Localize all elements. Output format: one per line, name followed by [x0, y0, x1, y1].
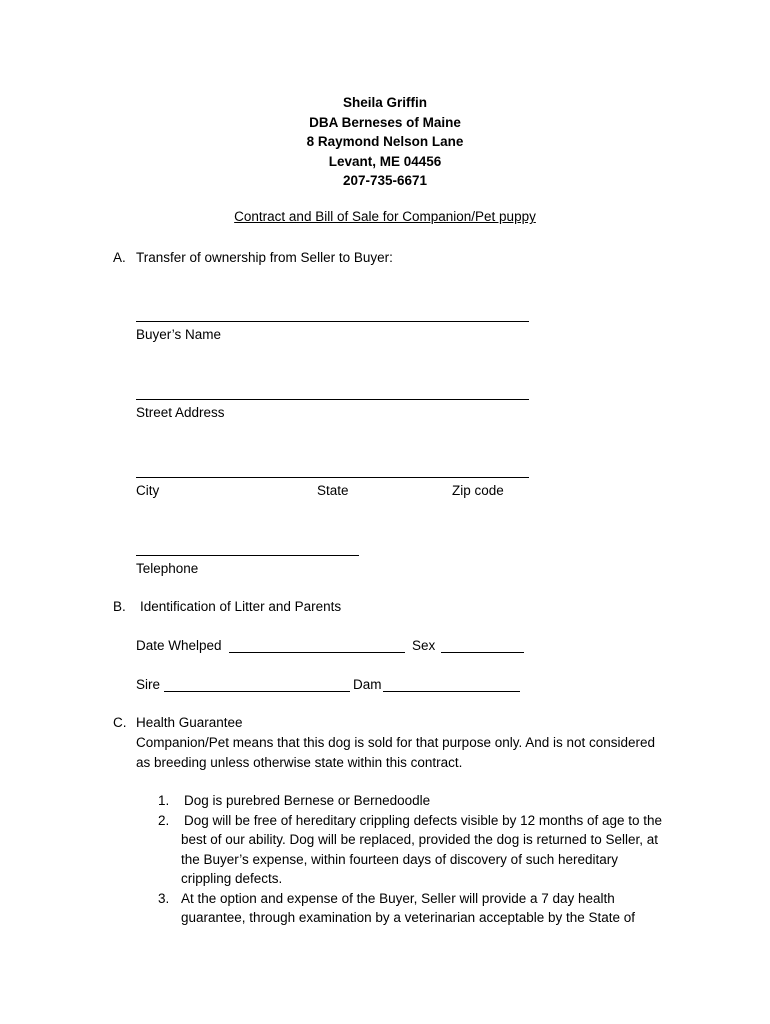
section-b-letter: B. — [113, 599, 126, 614]
list-item-line: crippling defects. — [181, 871, 283, 886]
seller-street: 8 Raymond Nelson Lane — [306, 134, 464, 149]
list-item — [158, 791, 688, 811]
seller-dba: DBA Berneses of Maine — [309, 114, 461, 130]
contract-title: Contract and Bill of Sale for Companion/Pet puppy — [234, 209, 536, 224]
list-item-number: 3. — [158, 890, 170, 906]
city-label: City — [136, 483, 160, 498]
dam-label: Dam — [353, 677, 382, 692]
telephone-line[interactable] — [136, 555, 359, 556]
seller-phone: 207-735-6671 — [342, 173, 428, 188]
health-guarantee-list — [158, 791, 688, 928]
seller-header — [0, 93, 770, 191]
date-whelped-label: Date Whelped — [136, 638, 222, 653]
sire-label: Sire — [136, 677, 161, 692]
list-item-line: At the option and expense of the Buyer, Seller will provide a 7 day health — [181, 890, 615, 906]
zip-code-label: Zip code — [452, 483, 504, 498]
date-whelped-line[interactable] — [229, 652, 405, 653]
buyer-name-label: Buyer’s Name — [136, 327, 222, 342]
buyer-name-line[interactable] — [136, 321, 529, 322]
health-guarantee-intro — [136, 733, 696, 772]
list-item-line: the Buyer’s expense, within fourteen days of discovery of such hereditary — [181, 851, 618, 867]
list-item-number: 1. — [158, 793, 170, 808]
list-item-line: best of our ability. Dog will be replaced, provided the dog is returned to Seller, at — [181, 832, 659, 847]
city-state-zip-line[interactable] — [136, 477, 529, 478]
sire-line[interactable] — [164, 691, 350, 692]
intro-line: Companion/Pet means that this dog is sold for that purpose only. And is not considered — [136, 735, 656, 750]
telephone-label: Telephone — [136, 561, 199, 576]
street-address-line[interactable] — [136, 399, 529, 400]
list-item — [158, 811, 688, 889]
list-item-line: guarantee, through examination by a veterinarian acceptable by the State of — [181, 910, 636, 925]
section-c-letter: C. — [113, 715, 127, 730]
section-a-letter: A. — [113, 250, 126, 265]
seller-name: Sheila Griffin — [342, 95, 427, 110]
list-item-line: Dog is purebred Bernese or Bernedoodle — [184, 793, 431, 808]
intro-line: as breeding unless otherwise state within this contract. — [136, 754, 463, 770]
dam-line[interactable] — [383, 691, 520, 692]
list-item-number: 2. — [158, 812, 170, 828]
list-item — [158, 889, 688, 928]
list-item-line: Dog will be free of hereditary crippling defects visible by 12 months of age to the — [184, 812, 663, 828]
sex-line[interactable] — [441, 652, 524, 653]
street-address-label: Street Address — [136, 405, 225, 420]
state-label: State — [317, 483, 349, 498]
seller-city-state-zip: Levant, ME 04456 — [328, 153, 442, 169]
sex-label: Sex — [412, 638, 436, 653]
section-a-title: Transfer of ownership from Seller to Buyer: — [136, 250, 393, 265]
section-c-title: Health Guarantee — [136, 715, 243, 730]
section-b-title: Identification of Litter and Parents — [140, 599, 342, 614]
